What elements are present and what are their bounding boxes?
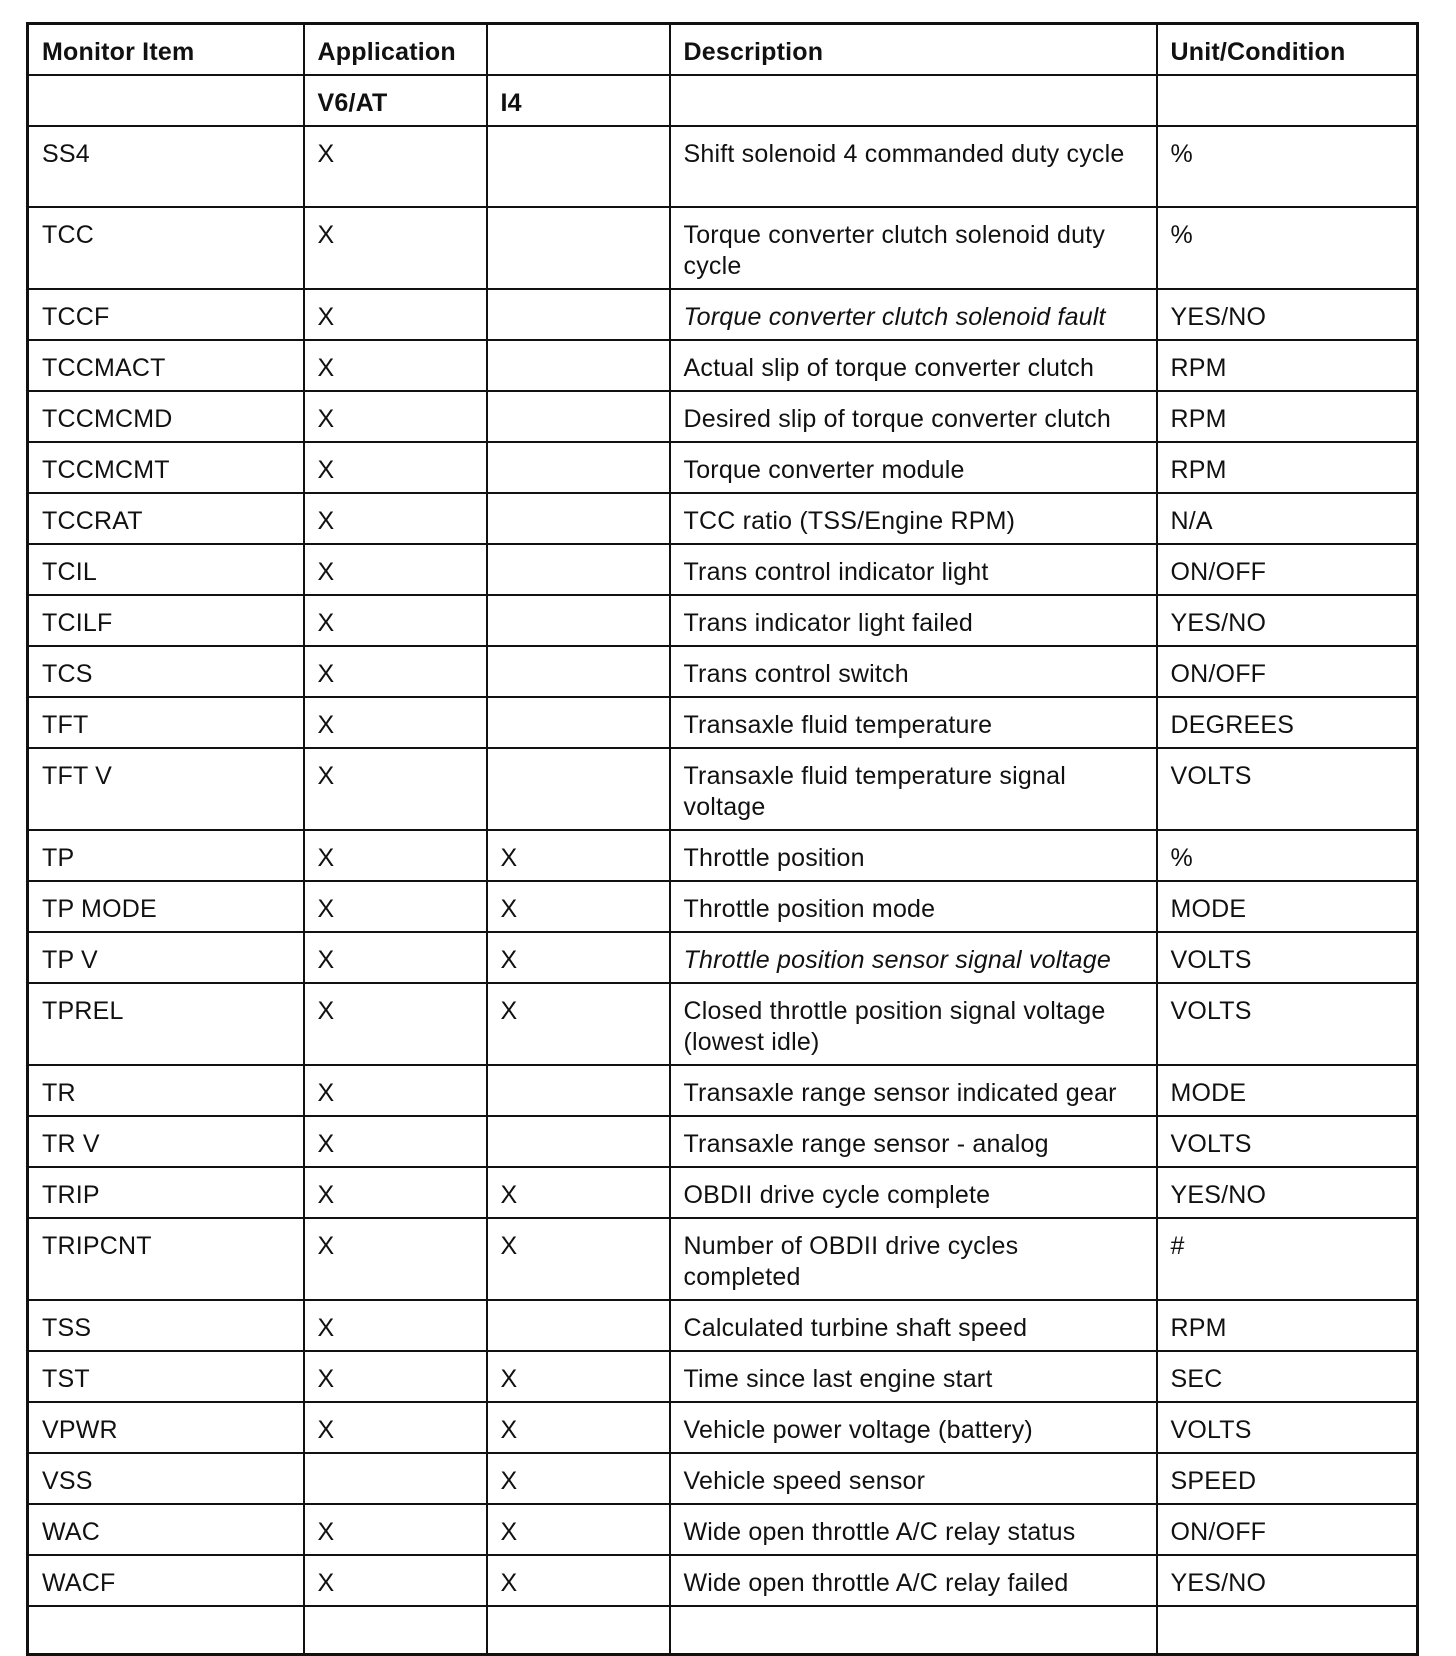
cell-i4: X — [487, 1351, 670, 1402]
table-row — [28, 646, 1418, 697]
table-row — [28, 442, 1418, 493]
cell-unit: RPM — [1157, 340, 1418, 391]
cell-v6at: X — [304, 748, 487, 830]
cell-unit: YES/NO — [1157, 1555, 1418, 1606]
table-row — [28, 748, 1418, 830]
cell-monitor-item: TCCMCMD — [28, 391, 304, 442]
cell-description: Throttle position sensor signal voltage — [670, 932, 1157, 983]
header-row — [28, 24, 1418, 76]
cell-description: Vehicle speed sensor — [670, 1453, 1157, 1504]
cell-unit: RPM — [1157, 391, 1418, 442]
cell-i4: X — [487, 932, 670, 983]
cell-description: Transaxle range sensor indicated gear — [670, 1065, 1157, 1116]
cell-i4 — [487, 646, 670, 697]
cell-monitor-item: TP — [28, 830, 304, 881]
cell-unit: ON/OFF — [1157, 1504, 1418, 1555]
cell-i4 — [487, 340, 670, 391]
cell-i4 — [487, 1116, 670, 1167]
header-description: Description — [670, 24, 1157, 76]
cell-v6at: X — [304, 697, 487, 748]
cell-v6at: X — [304, 932, 487, 983]
cell-monitor-item: TCCF — [28, 289, 304, 340]
table-row — [28, 544, 1418, 595]
table-row — [28, 391, 1418, 442]
cell-i4 — [487, 1300, 670, 1351]
cell-monitor-item: TP V — [28, 932, 304, 983]
table-row — [28, 1116, 1418, 1167]
cell-v6at: X — [304, 544, 487, 595]
cell-unit: VOLTS — [1157, 1402, 1418, 1453]
cell-monitor-item: TCIL — [28, 544, 304, 595]
cell-i4 — [487, 544, 670, 595]
cell-v6at — [304, 1606, 487, 1655]
cell-description: Time since last engine start — [670, 1351, 1157, 1402]
cell-i4 — [487, 748, 670, 830]
cell-v6at: X — [304, 1555, 487, 1606]
table-row — [28, 340, 1418, 391]
table-row — [28, 1402, 1418, 1453]
cell-monitor-item: TST — [28, 1351, 304, 1402]
table-row — [28, 1351, 1418, 1402]
cell-description: Transaxle fluid temperature — [670, 697, 1157, 748]
cell-unit: YES/NO — [1157, 1167, 1418, 1218]
table-row — [28, 1065, 1418, 1116]
table-row — [28, 1218, 1418, 1300]
cell-i4: X — [487, 1555, 670, 1606]
table-row — [28, 1167, 1418, 1218]
cell-monitor-item: WACF — [28, 1555, 304, 1606]
cell-v6at: X — [304, 493, 487, 544]
cell-monitor-item — [28, 1606, 304, 1655]
table-row — [28, 1453, 1418, 1504]
cell-i4: X — [487, 983, 670, 1065]
cell-description: Vehicle power voltage (battery) — [670, 1402, 1157, 1453]
cell-unit: RPM — [1157, 1300, 1418, 1351]
table-row — [28, 493, 1418, 544]
cell-description: Trans control indicator light — [670, 544, 1157, 595]
cell-v6at: X — [304, 1504, 487, 1555]
cell-v6at: X — [304, 1218, 487, 1300]
cell-v6at: X — [304, 1167, 487, 1218]
table-row — [28, 1555, 1418, 1606]
cell-description: Number of OBDII drive cycles completed — [670, 1218, 1157, 1300]
header-application: Application — [304, 24, 487, 76]
cell-description: Shift solenoid 4 commanded duty cycle — [670, 126, 1157, 207]
cell-i4: X — [487, 830, 670, 881]
cell-monitor-item: TRIPCNT — [28, 1218, 304, 1300]
cell-v6at: X — [304, 289, 487, 340]
cell-monitor-item: TPREL — [28, 983, 304, 1065]
monitor-items-table — [26, 22, 1419, 1656]
cell-monitor-item: TP MODE — [28, 881, 304, 932]
header-blank — [487, 24, 670, 76]
cell-unit: DEGREES — [1157, 697, 1418, 748]
cell-monitor-item: TRIP — [28, 1167, 304, 1218]
table-row — [28, 1504, 1418, 1555]
header-unit-condition: Unit/Condition — [1157, 24, 1418, 76]
table-row — [28, 595, 1418, 646]
cell-i4: X — [487, 1218, 670, 1300]
cell-i4 — [487, 442, 670, 493]
cell-unit: RPM — [1157, 442, 1418, 493]
cell-description: OBDII drive cycle complete — [670, 1167, 1157, 1218]
cell-unit: MODE — [1157, 1065, 1418, 1116]
cell-i4: X — [487, 881, 670, 932]
cell-description: Throttle position mode — [670, 881, 1157, 932]
table-row — [28, 830, 1418, 881]
header-monitor-item: Monitor Item — [28, 24, 304, 76]
cell-unit: # — [1157, 1218, 1418, 1300]
table-row — [28, 126, 1418, 207]
cell-description: Trans indicator light failed — [670, 595, 1157, 646]
cell-v6at: X — [304, 391, 487, 442]
table-row — [28, 207, 1418, 289]
cell-monitor-item: TCCMACT — [28, 340, 304, 391]
cell-unit: SEC — [1157, 1351, 1418, 1402]
cell-monitor-item: TR V — [28, 1116, 304, 1167]
cell-unit: VOLTS — [1157, 748, 1418, 830]
cell-monitor-item: TCCMCMT — [28, 442, 304, 493]
cell-v6at: X — [304, 830, 487, 881]
cell-description: Torque converter clutch solenoid fault — [670, 289, 1157, 340]
cell-description: Wide open throttle A/C relay status — [670, 1504, 1157, 1555]
cell-monitor-item: TCILF — [28, 595, 304, 646]
cell-monitor-item: TFT V — [28, 748, 304, 830]
cell-unit: % — [1157, 126, 1418, 207]
cell-unit: YES/NO — [1157, 595, 1418, 646]
cell-i4 — [487, 391, 670, 442]
cell-monitor-item: VPWR — [28, 1402, 304, 1453]
cell-unit: VOLTS — [1157, 932, 1418, 983]
cell-v6at: X — [304, 340, 487, 391]
cell-i4 — [487, 595, 670, 646]
cell-description: Closed throttle position signal voltage (lowest idle) — [670, 983, 1157, 1065]
cell-unit: YES/NO — [1157, 289, 1418, 340]
subheader-unit-condition — [1157, 75, 1418, 126]
subheader-i4: I4 — [487, 75, 670, 126]
cell-unit — [1157, 1606, 1418, 1655]
cell-unit: N/A — [1157, 493, 1418, 544]
cell-i4 — [487, 493, 670, 544]
table-row — [28, 289, 1418, 340]
cell-monitor-item: WAC — [28, 1504, 304, 1555]
table-row — [28, 983, 1418, 1065]
cell-unit: MODE — [1157, 881, 1418, 932]
cell-v6at: X — [304, 983, 487, 1065]
cell-unit: VOLTS — [1157, 1116, 1418, 1167]
cell-monitor-item: TSS — [28, 1300, 304, 1351]
cell-i4: X — [487, 1402, 670, 1453]
subheader-monitor-item — [28, 75, 304, 126]
cell-description — [670, 1606, 1157, 1655]
cell-v6at: X — [304, 1116, 487, 1167]
cell-i4 — [487, 1065, 670, 1116]
cell-unit: % — [1157, 830, 1418, 881]
cell-description: Transaxle fluid temperature signal voltage — [670, 748, 1157, 830]
cell-description: TCC ratio (TSS/Engine RPM) — [670, 493, 1157, 544]
cell-v6at: X — [304, 1065, 487, 1116]
cell-monitor-item: TCCRAT — [28, 493, 304, 544]
cell-i4 — [487, 207, 670, 289]
table-body — [28, 24, 1418, 1655]
table-row — [28, 881, 1418, 932]
cell-v6at: X — [304, 442, 487, 493]
cell-description: Trans control switch — [670, 646, 1157, 697]
cell-description: Throttle position — [670, 830, 1157, 881]
cell-i4: X — [487, 1453, 670, 1504]
table-row — [28, 697, 1418, 748]
table-row — [28, 932, 1418, 983]
cell-monitor-item: TCS — [28, 646, 304, 697]
cell-description: Transaxle range sensor - analog — [670, 1116, 1157, 1167]
cell-description: Torque converter clutch solenoid duty cycle — [670, 207, 1157, 289]
cell-i4: X — [487, 1504, 670, 1555]
cell-unit: ON/OFF — [1157, 544, 1418, 595]
cell-monitor-item: TCC — [28, 207, 304, 289]
cell-v6at: X — [304, 881, 487, 932]
cell-description: Torque converter module — [670, 442, 1157, 493]
subheader-row — [28, 75, 1418, 126]
cell-v6at: X — [304, 1351, 487, 1402]
cell-monitor-item: TR — [28, 1065, 304, 1116]
cell-v6at: X — [304, 207, 487, 289]
cell-i4: X — [487, 1167, 670, 1218]
cell-unit: ON/OFF — [1157, 646, 1418, 697]
cell-unit: VOLTS — [1157, 983, 1418, 1065]
cell-v6at: X — [304, 1300, 487, 1351]
cell-i4 — [487, 126, 670, 207]
cell-i4 — [487, 697, 670, 748]
cell-description: Wide open throttle A/C relay failed — [670, 1555, 1157, 1606]
cell-description: Desired slip of torque converter clutch — [670, 391, 1157, 442]
cell-monitor-item: VSS — [28, 1453, 304, 1504]
cell-i4 — [487, 289, 670, 340]
cell-unit: SPEED — [1157, 1453, 1418, 1504]
subheader-v6at: V6/AT — [304, 75, 487, 126]
table-row — [28, 1300, 1418, 1351]
cell-description: Actual slip of torque converter clutch — [670, 340, 1157, 391]
cell-v6at: X — [304, 646, 487, 697]
cell-v6at: X — [304, 595, 487, 646]
cell-v6at: X — [304, 126, 487, 207]
cell-i4 — [487, 1606, 670, 1655]
cell-monitor-item: TFT — [28, 697, 304, 748]
cell-v6at — [304, 1453, 487, 1504]
table-row-empty — [28, 1606, 1418, 1655]
cell-unit: % — [1157, 207, 1418, 289]
cell-description: Calculated turbine shaft speed — [670, 1300, 1157, 1351]
cell-monitor-item: SS4 — [28, 126, 304, 207]
subheader-description — [670, 75, 1157, 126]
cell-v6at: X — [304, 1402, 487, 1453]
